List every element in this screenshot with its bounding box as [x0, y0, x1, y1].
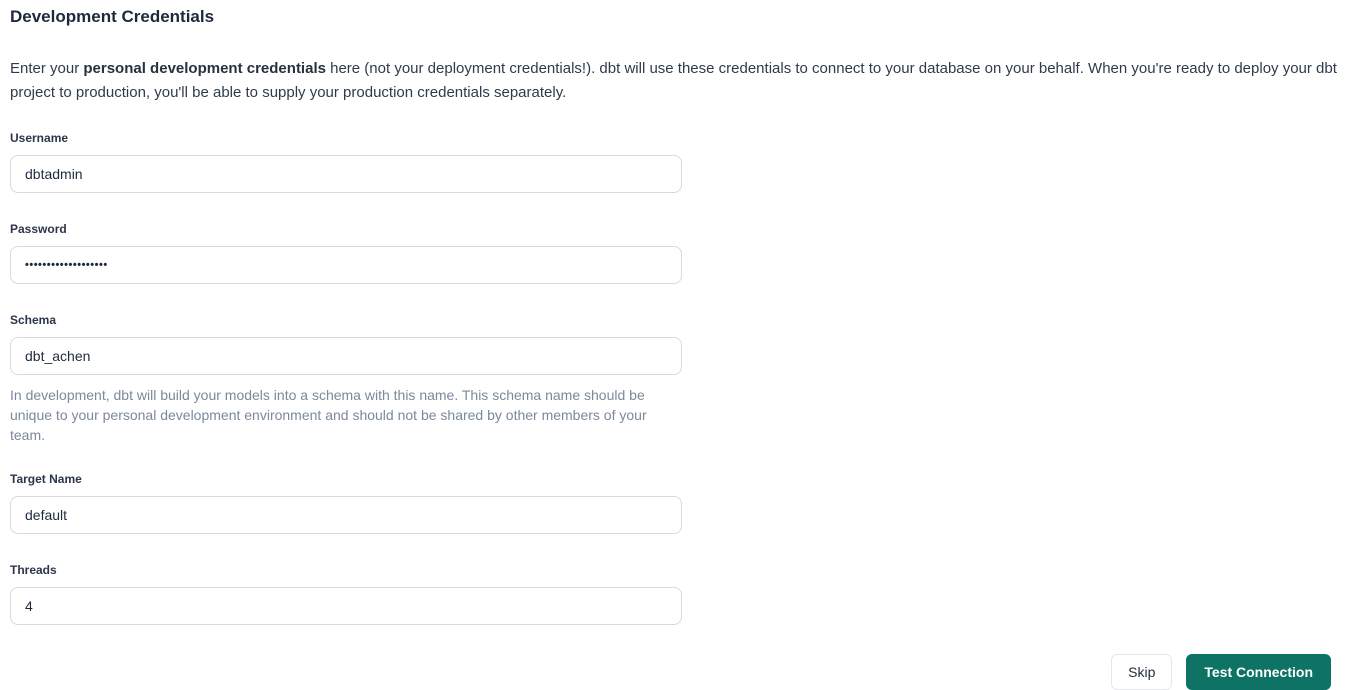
username-field-group [10, 131, 682, 193]
footer-actions [10, 654, 1346, 690]
threads-label: Threads [10, 563, 57, 577]
target-name-field-group [10, 472, 682, 534]
target-name-label: Target Name [10, 472, 82, 486]
username-label: Username [10, 131, 69, 145]
intro-paragraph [10, 57, 1344, 105]
threads-field-group [10, 563, 682, 625]
page-title: Development Credentials [10, 7, 215, 26]
schema-field-group [10, 313, 682, 445]
password-label: Password [10, 222, 67, 236]
test-connection-button[interactable]: Test Connection [1186, 654, 1331, 690]
skip-button[interactable]: Skip [1111, 654, 1172, 690]
schema-help-text: In development, dbt will build your models into a schema with this name. This schema name should be unique to your personal development environment and should not be shared by other members of your team. [10, 387, 647, 443]
intro-bold-phrase: personal development credentials [83, 60, 326, 77]
password-field-group [10, 222, 682, 284]
intro-text-start: Enter your [10, 60, 84, 77]
intro-text-end: here (not your deployment credentials!). dbt will use these credentials to connect to your database on your behalf. When you're ready to deploy your dbt project to production, you'll be able to supply your production credentials separately. [10, 60, 1337, 101]
schema-input[interactable] [10, 337, 682, 375]
target-name-input[interactable] [10, 496, 682, 534]
credentials-form [10, 131, 1346, 625]
threads-input[interactable] [10, 587, 682, 625]
password-input[interactable] [10, 246, 682, 284]
username-input[interactable] [10, 155, 682, 193]
schema-label: Schema [10, 313, 57, 327]
